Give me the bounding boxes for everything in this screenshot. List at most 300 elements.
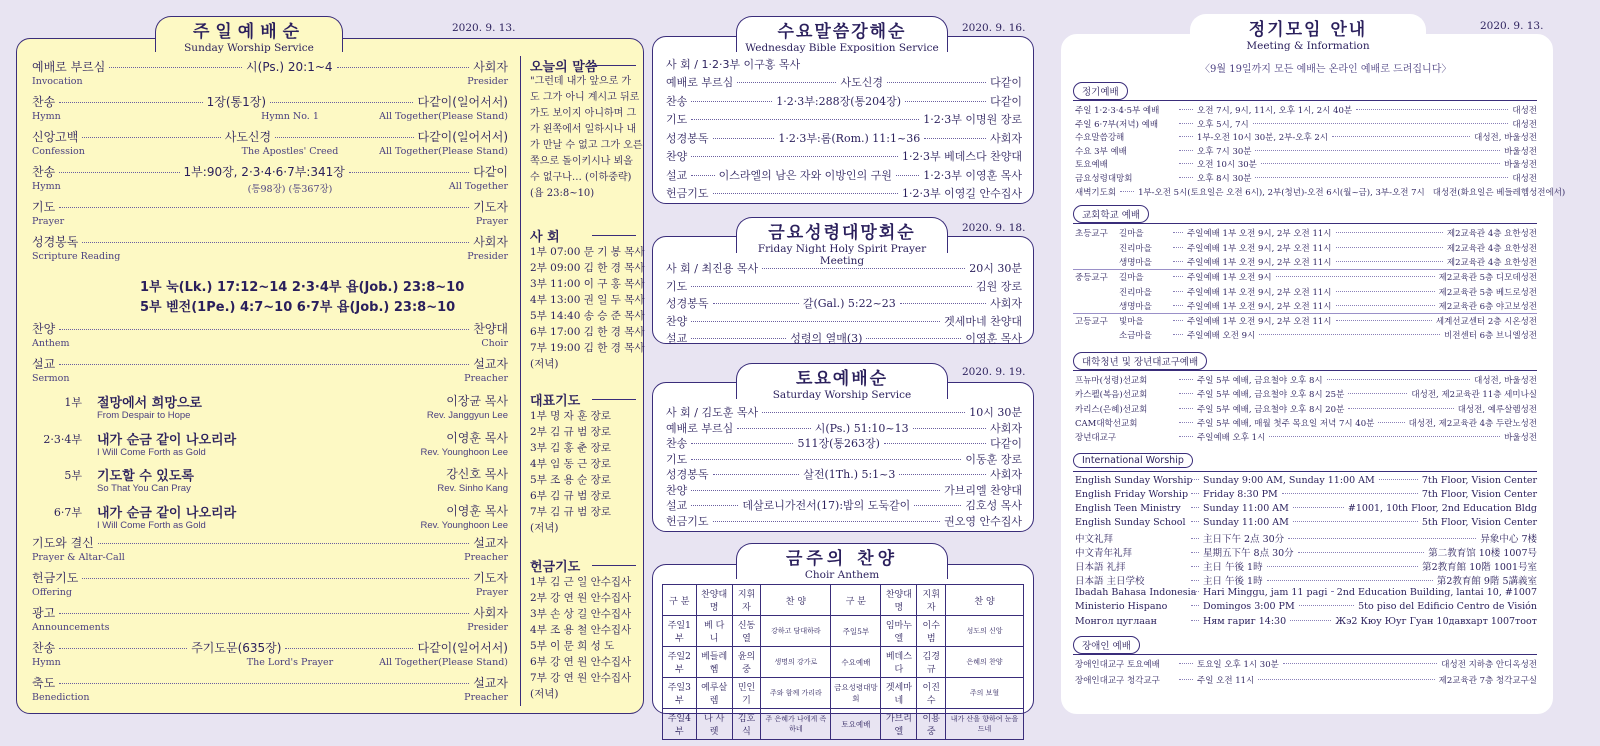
intl-time: 主日 午後 1時 [1203, 562, 1263, 574]
regular-place: 대성전 [1512, 174, 1537, 184]
presider-line: 4부 13:00 권 일 두 목사 [530, 294, 645, 306]
choir-cell: 나 사 렛 [696, 709, 732, 740]
youth-time: 주일 5부 예배, 매월 첫주 목요일 저녁 7시 40분 [1197, 418, 1375, 429]
sunday-item-en: Confession [32, 146, 85, 157]
saturday-row [666, 482, 1022, 498]
wednesday-row [666, 167, 1022, 183]
scripture-line-2: 5부 벧전(1Pe.) 4:7~10 6·7부 욥(Job.) 23:8~10 [140, 300, 456, 315]
sunday-item [32, 320, 508, 337]
offering-list [530, 574, 640, 702]
choir-cell: 강하고 담대하라 [761, 616, 831, 647]
intl-place: 异象中心 7楼 [1480, 533, 1537, 545]
intl-place: 7th Floor, Vision Center [1421, 488, 1537, 500]
saturday-row [666, 435, 1022, 451]
sermon-title-en: From Despair to Hope [97, 410, 191, 421]
friday-row [666, 313, 1022, 329]
school-row [1075, 227, 1537, 239]
sunday-item [32, 604, 508, 621]
sermon-pastor-en: Rev. Sinho Kang [437, 483, 508, 494]
sermon-title-en: So That You Can Pray [97, 483, 191, 494]
sunday-item-en: Hymn [32, 111, 61, 122]
leader-dots [1253, 123, 1509, 124]
school-time: 주일예배 1부 오전 9시, 2부 오전 11시 [1187, 302, 1332, 313]
disabled-title: 장애인 예배 [1073, 636, 1140, 654]
intl-place: 5to piso del Edificio Centro de Visión [1358, 601, 1537, 613]
leader-dots [1331, 591, 1332, 592]
leader-dots [1179, 679, 1193, 680]
leader-dots [59, 613, 469, 614]
intl-row [1075, 503, 1537, 514]
youth-place: 바울성전 [1504, 433, 1537, 444]
intl-row [1075, 475, 1537, 486]
wednesday-presider: 사 회 / 1·2·3부 이구홍 목사 [666, 58, 801, 71]
regular-time: 1부-오전 5시(토요일은 오전 6시), 2부(청년)-오전 6시(월~금), 3부-오전 7시 [1138, 187, 1425, 198]
leader-dots [691, 443, 793, 444]
choir-row [663, 616, 1024, 647]
leader-dots [1179, 408, 1193, 409]
choir-header: 구 분 [663, 585, 697, 616]
row-label: 사 회 / 김도훈 목사 [666, 406, 759, 419]
choir-cell: 베데스다 [881, 647, 917, 678]
choir-tab [736, 543, 948, 579]
choir-table [662, 584, 1024, 740]
regular-time: 오후 7시 30분 [1197, 146, 1252, 157]
row-role: 권오영 안수집사 [944, 514, 1022, 528]
sermon-pastor: 강신호 목사 [446, 467, 508, 481]
row-role: 1·2·3부 이영훈 목사 [923, 168, 1022, 182]
school-time: 주일예배 1부 오전 9시, 2부 오전 11시 [1187, 316, 1332, 327]
youth-place: 대성전, 제2교육관 11층 세미나실 [1411, 390, 1537, 401]
section-rule [1073, 100, 1537, 101]
prayer-list [530, 408, 640, 536]
regular-row [1075, 131, 1537, 143]
presider-line: 1부 07:00 문 기 봉 목사 [530, 246, 645, 258]
leader-dots [1379, 479, 1418, 480]
leader-dots [82, 242, 469, 243]
school-place: 제2교육관 4층 요한성전 [1446, 258, 1537, 269]
meeting-notice: 〈9월 19일까지 모든 예배는 온라인 예배로 드려집니다〉 [1200, 64, 1452, 75]
prayer-line: 2부 김 규 범 장로 [530, 426, 611, 438]
school-village: 빛마을 [1119, 316, 1144, 327]
school-village: 진리마을 [1119, 287, 1152, 298]
disabled-time: 주일 오전 11시 [1197, 675, 1255, 686]
youth-label: 카스펠(복음)선교회 [1075, 390, 1148, 401]
row-label: 축도 [32, 676, 56, 690]
row-role: 설교자 [473, 357, 508, 371]
intl-place: #1001, 10th Floor, 2nd Education Bldg [1347, 502, 1537, 514]
offering-rule [592, 565, 636, 566]
leader-dots [349, 172, 469, 173]
saturday-row [666, 420, 1022, 436]
disabled-label: 장애인대교구 청각교구 [1075, 675, 1160, 686]
youth-label: 장년대교구 [1075, 433, 1117, 444]
word-line: 도 그가 아니 계시고 뒤로 [530, 92, 640, 103]
school-row [1075, 256, 1537, 268]
intl-time: Sunday 11:00 AM [1203, 516, 1289, 528]
row-detail: 갈(Gal.) 5:22~23 [802, 297, 896, 310]
intl-time: Friday 8:30 PM [1203, 488, 1278, 500]
saturday-subtitle: Saturday Worship Service [772, 389, 912, 401]
leader-dots [1173, 276, 1183, 277]
section-rule [1073, 223, 1537, 224]
presider-title: 사 회 [530, 230, 560, 245]
choir-cell: 주 은혜가 나에게 족하네 [761, 709, 831, 740]
sunday-tab [155, 16, 343, 52]
choir-header: 지휘자 [732, 585, 761, 616]
leader-dots [691, 321, 940, 322]
wednesday-row [666, 93, 1022, 109]
leader-dots [1327, 379, 1471, 380]
offering-line: 3부 손 상 길 안수집사 [530, 608, 632, 620]
row-label: 찬양 [666, 483, 688, 497]
leader-dots [713, 303, 799, 304]
row-label: 기도 [666, 113, 688, 126]
school-place: 제2교육관 6층 야고보성전 [1438, 302, 1537, 313]
choir-header: 지휘자 [917, 585, 946, 616]
row-label: 예배로 부르심 [666, 421, 734, 435]
word-title: 오늘의 말씀 [530, 60, 598, 75]
regular-place: 대성전 [1512, 119, 1537, 130]
youth-label: 카리스(은혜)선교회 [1075, 404, 1148, 415]
row-label: 성경봉독 [32, 235, 79, 249]
choir-cell: 신동열 [732, 616, 761, 647]
leader-dots [884, 443, 986, 444]
row-label: 헌금기도 [32, 571, 79, 585]
school-place: 제2교육관 4층 요한성전 [1446, 243, 1537, 254]
row-role: 다같이 [473, 165, 509, 179]
intl-place: 2nd Education Building, lantai 10, #1007 [1336, 587, 1537, 599]
row-detail: 1·2·3부:롬(Rom.) 11:1~36 [778, 131, 921, 145]
choir-cell: 주와 함께 가리라 [761, 678, 831, 709]
leader-dots [1179, 422, 1193, 423]
choir-row [663, 678, 1024, 709]
leader-dots [1191, 591, 1199, 592]
regular-place: 바울성전 [1504, 160, 1537, 171]
sunday-item [32, 128, 508, 145]
leader-dots [1173, 320, 1183, 321]
row-detail: 성령의 열매(3) [790, 332, 863, 345]
choir-cell: 이수범 [917, 616, 946, 647]
word-line: 쪽으로 돌이키시나 뵈올 [530, 156, 633, 167]
leader-dots [713, 521, 941, 522]
leader-dots [1173, 334, 1183, 335]
sunday-item [32, 163, 508, 180]
row-role: 사회자 [473, 235, 508, 249]
row-detail: 511장(통263장) [797, 437, 880, 450]
row-role: 다같이 [990, 437, 1023, 450]
leader-dots [1293, 507, 1344, 508]
school-place: 제2교육관 5층 베드로성전 [1438, 287, 1537, 298]
leader-dots [59, 364, 469, 365]
youth-row [1075, 417, 1537, 429]
leader-dots [1288, 538, 1476, 539]
intl-label: 日本語 礼拝 [1075, 562, 1126, 574]
leader-dots [896, 175, 919, 176]
meeting-date: 2020. 9. 13. [1480, 20, 1544, 32]
choir-cell: 임마누엘 [881, 616, 917, 647]
sunday-item-en: Sermon [32, 373, 70, 384]
intl-time: Hari Minggu, jam 11 pagi [1203, 587, 1328, 599]
choir-cell: 겟세마네 [881, 678, 917, 709]
youth-place: 대성전, 바울성전 [1474, 376, 1537, 386]
sunday-item-en: Announcements [32, 622, 110, 633]
leader-dots [905, 101, 986, 102]
school-row [1075, 315, 1537, 327]
choir-row [663, 709, 1024, 740]
leader-dots [59, 207, 469, 208]
intl-place: 5th Floor, Vision Center [1421, 516, 1537, 528]
word-line: 수 없구나… (이하중략) [530, 172, 632, 183]
choir-cell: 주일5부 [831, 616, 881, 647]
row-label: 성경봉독 [666, 131, 709, 145]
youth-time: 주일 5부 예배, 금요철야 오후 8시 25분 [1197, 390, 1345, 401]
sermon-part: 6·7부 [53, 505, 82, 519]
friday-row [666, 278, 1022, 294]
prayer-line: 7부 김 규 범 장로 [530, 506, 611, 518]
row-label: 찬양 [666, 314, 688, 328]
word-line: "그런데 내가 앞으로 가 [530, 76, 632, 87]
leader-dots [1293, 521, 1418, 522]
row-role: 다같이(일어서서) [417, 95, 508, 109]
leader-dots [1179, 379, 1193, 380]
regular-time: 오전 7시, 9시, 11시, 오후 1시, 2시 40분 [1197, 106, 1353, 116]
row-role: 이영훈 목사 [965, 332, 1022, 345]
leader-dots [1336, 232, 1443, 233]
youth-place: 대성전, 제2교육관 4층 두란노성전 [1408, 418, 1537, 429]
leader-dots [691, 156, 898, 157]
sunday-item-mid-en: The Apostles' Creed [241, 146, 339, 157]
intl-label: English Sunday School [1075, 516, 1186, 528]
wednesday-row [666, 148, 1022, 164]
row-role: 이동훈 장로 [965, 452, 1022, 466]
intl-row [1075, 587, 1537, 598]
presider-line: 2부 09:00 김 한 경 목사 [530, 262, 645, 274]
leader-dots [1259, 334, 1440, 335]
school-row [1075, 300, 1537, 312]
choir-cell: 주일4부 [663, 709, 697, 740]
leader-dots [1378, 422, 1404, 423]
intl-time: Sunday 11:00 AM [1203, 502, 1289, 514]
intl-label: Монгол цуглаан [1075, 615, 1157, 627]
row-role: 다같이 [990, 76, 1023, 89]
sunday-item-role-en: Presider [467, 76, 508, 87]
school-group: 고등교구 [1075, 316, 1108, 327]
leader-dots [1191, 566, 1199, 567]
leader-dots [1332, 136, 1470, 137]
prayer-line: (저녁) [530, 522, 559, 534]
choir-header: 찬 양 [761, 585, 831, 616]
regular-time: 오전 10시 30분 [1197, 160, 1257, 171]
regular-title: 정기예배 [1073, 82, 1128, 100]
group-rule [1073, 313, 1537, 314]
meeting-subtitle: Meeting & Information [1246, 40, 1370, 52]
school-group: 중등교구 [1075, 273, 1108, 283]
sunday-item [32, 674, 508, 691]
intl-row [1075, 489, 1537, 500]
row-label: 헌금기도 [666, 514, 709, 528]
regular-row [1075, 186, 1566, 198]
regular-row [1075, 172, 1537, 184]
school-time: 주일예배 1부 오전 9시, 2부 오전 11시 [1187, 258, 1332, 269]
intl-label: English Teen Ministry [1075, 502, 1181, 514]
choir-cell: 은혜의 찬양 [946, 647, 1024, 678]
intl-title: International Worship [1073, 453, 1193, 468]
leader-dots [1290, 620, 1331, 621]
leader-dots [1179, 663, 1193, 664]
row-role: 다같이(일어서서) [417, 130, 509, 144]
word-rule [592, 65, 636, 66]
leader-dots [59, 102, 202, 103]
leader-dots [762, 412, 965, 413]
choir-cell: 금요성령대망회 [831, 678, 881, 709]
intl-time: Domingos 3:00 PM [1203, 601, 1295, 613]
school-group: 초등교구 [1075, 229, 1108, 240]
meeting-tab [1190, 14, 1426, 50]
offering-line: 7부 강 연 원 안수집사 [530, 672, 632, 684]
leader-dots [924, 138, 986, 139]
sunday-item-role-en: Preacher [464, 373, 508, 384]
row-detail: 1장(통1장) [206, 95, 267, 109]
sunday-item-role-en: All Together [448, 181, 508, 192]
leader-dots [1173, 305, 1183, 306]
regular-place: 대성전(화요일은 베들레헴성전에서) [1432, 187, 1566, 198]
choir-subtitle: Choir Anthem [804, 569, 880, 581]
sermon-title-en: I Will Come Forth as Gold [97, 446, 206, 458]
sunday-item-en: Hymn [32, 657, 61, 668]
row-role: 사회자 [990, 468, 1023, 481]
presider-line: 7부 19:00 김 한 경 목사 [530, 342, 645, 354]
leader-dots [275, 137, 413, 138]
prayer-line: 6부 김 규 범 장로 [530, 490, 611, 502]
disabled-row [1075, 658, 1537, 670]
sunday-item-role-en: Preacher [464, 552, 508, 563]
choir-cell: 생명의 강가로 [761, 647, 831, 678]
row-detail: 1·2·3부:288장(통204장) [776, 94, 902, 108]
friday-tab [736, 217, 948, 267]
friday-row [666, 295, 1022, 311]
leader-dots [1120, 191, 1134, 192]
choir-cell: 주의 보혈 [946, 678, 1024, 709]
prayer-line: 1부 명 자 훈 장로 [530, 410, 611, 422]
leader-dots [713, 138, 775, 139]
row-detail: 사도신경 [840, 76, 883, 89]
row-role: 다같이 [990, 94, 1022, 108]
offering-line: 5부 이 문 희 성 도 [530, 640, 615, 652]
scripture-line-1: 1부 눅(Lk.) 17:12~14 2·3·4부 욥(Job.) 23:8~10 [140, 280, 465, 295]
school-village: 소금마을 [1119, 331, 1152, 342]
intl-time: 主日下午 2点 30分 [1203, 533, 1285, 545]
leader-dots [1173, 261, 1183, 262]
regular-label: 수요말씀강해 [1075, 133, 1125, 144]
row-label: 찬송 [666, 437, 688, 450]
school-village: 생명마을 [1119, 302, 1152, 313]
sermon-title: 기도할 수 있도록 [97, 469, 194, 484]
sermon-title: 내가 순금 같이 나오리라 [97, 505, 237, 521]
intl-row [1075, 517, 1537, 528]
intl-time: 星期五下午 8点 30分 [1203, 548, 1294, 559]
presider-list [530, 244, 645, 372]
row-label: 찬송 [666, 94, 688, 108]
offering-title: 헌금기도 [530, 560, 581, 575]
intl-label: Ministerio Hispano [1075, 601, 1168, 613]
sunday-date: 2020. 9. 13. [452, 22, 516, 34]
intl-label: 日本語 主日学校 [1075, 576, 1145, 588]
choir-header-row [663, 585, 1024, 616]
leader-dots [1336, 320, 1432, 321]
leader-dots [1255, 150, 1500, 151]
leader-dots [887, 82, 986, 83]
row-role: 사회자 [990, 297, 1023, 310]
sermon-title: 내가 순금 같이 나오리라 [97, 432, 237, 448]
intl-place: 第二教育馆 10楼 1007号 [1428, 548, 1537, 559]
row-role: 김호성 목사 [965, 499, 1023, 512]
regular-row [1075, 145, 1537, 157]
choir-cell: 이용중 [917, 709, 946, 740]
school-time: 주일예배 1부 오전 9시 [1187, 273, 1272, 283]
intl-row [1075, 531, 1537, 545]
school-place: 제2교육관 4층 요한성전 [1446, 229, 1537, 240]
saturday-row [666, 404, 1022, 420]
choir-cell: 이진수 [917, 678, 946, 709]
youth-row [1075, 403, 1537, 415]
wednesday-row [666, 185, 1022, 201]
sermon-pastor-en: Rev. Younghoon Lee [420, 446, 508, 458]
sunday-item-en: Benediction [32, 692, 90, 703]
choir-cell: 성도의 신앙 [946, 616, 1024, 647]
row-label: 예배로 부르심 [32, 60, 106, 74]
meeting-title: 정기모임 안내 [1248, 20, 1368, 40]
leader-dots [98, 543, 469, 544]
sunday-item-mid-en: (통98장) (통367장) [247, 184, 333, 195]
leader-dots [1283, 663, 1437, 664]
presider-line: 3부 11:00 이 구 홍 목사 [530, 278, 645, 290]
youth-time: 주일 5부 예배, 금요철야 오후 8시 20분 [1197, 404, 1345, 415]
school-time: 주일예배 오전 9시 [1187, 331, 1256, 342]
school-place: 세계선교센터 2층 시온성전 [1435, 316, 1537, 327]
youth-time: 주일 5부 예배, 금요철야 오후 8시 [1197, 376, 1323, 386]
school-row [1075, 286, 1537, 298]
sunday-item-en: Invocation [32, 76, 83, 87]
school-row [1075, 242, 1537, 254]
sunday-item-mid-en: The Lord's Prayer [246, 657, 334, 668]
sunday-item-role-en: All Together(Please Stand) [379, 111, 508, 122]
leader-dots [59, 683, 469, 684]
row-label: 설교 [666, 332, 688, 345]
leader-dots [109, 67, 242, 68]
choir-cell: 베 다 니 [696, 616, 732, 647]
leader-dots [1261, 163, 1500, 164]
regular-label: 금요성령대망회 [1075, 174, 1133, 184]
youth-place: 대성전, 예루살렘성전 [1457, 404, 1537, 415]
row-label: 성경봉독 [666, 297, 709, 310]
intl-row [1075, 616, 1537, 627]
regular-place: 대성전 [1512, 106, 1537, 116]
choir-header: 찬양대명 [696, 585, 732, 616]
school-village: 생명마을 [1119, 258, 1152, 269]
leader-dots [691, 101, 772, 102]
presider-line: 5부 14:40 송 승 준 목사 [530, 310, 645, 322]
row-label: 설교 [32, 357, 56, 371]
leader-dots [1191, 552, 1199, 553]
row-label: 기도와 결신 [32, 536, 94, 550]
intl-label: 中文青年礼拜 [1075, 548, 1133, 559]
regular-time: 1부-오전 10시 30분, 2부-오후 2시 [1197, 133, 1329, 144]
prayer-line: 4부 임 동 근 장로 [530, 458, 611, 470]
sunday-item-mid-en: Hymn No. 1 [261, 111, 319, 122]
choir-cell: 민인기 [732, 678, 761, 709]
school-village: 길마을 [1119, 229, 1144, 240]
row-label: 기도 [666, 279, 688, 293]
